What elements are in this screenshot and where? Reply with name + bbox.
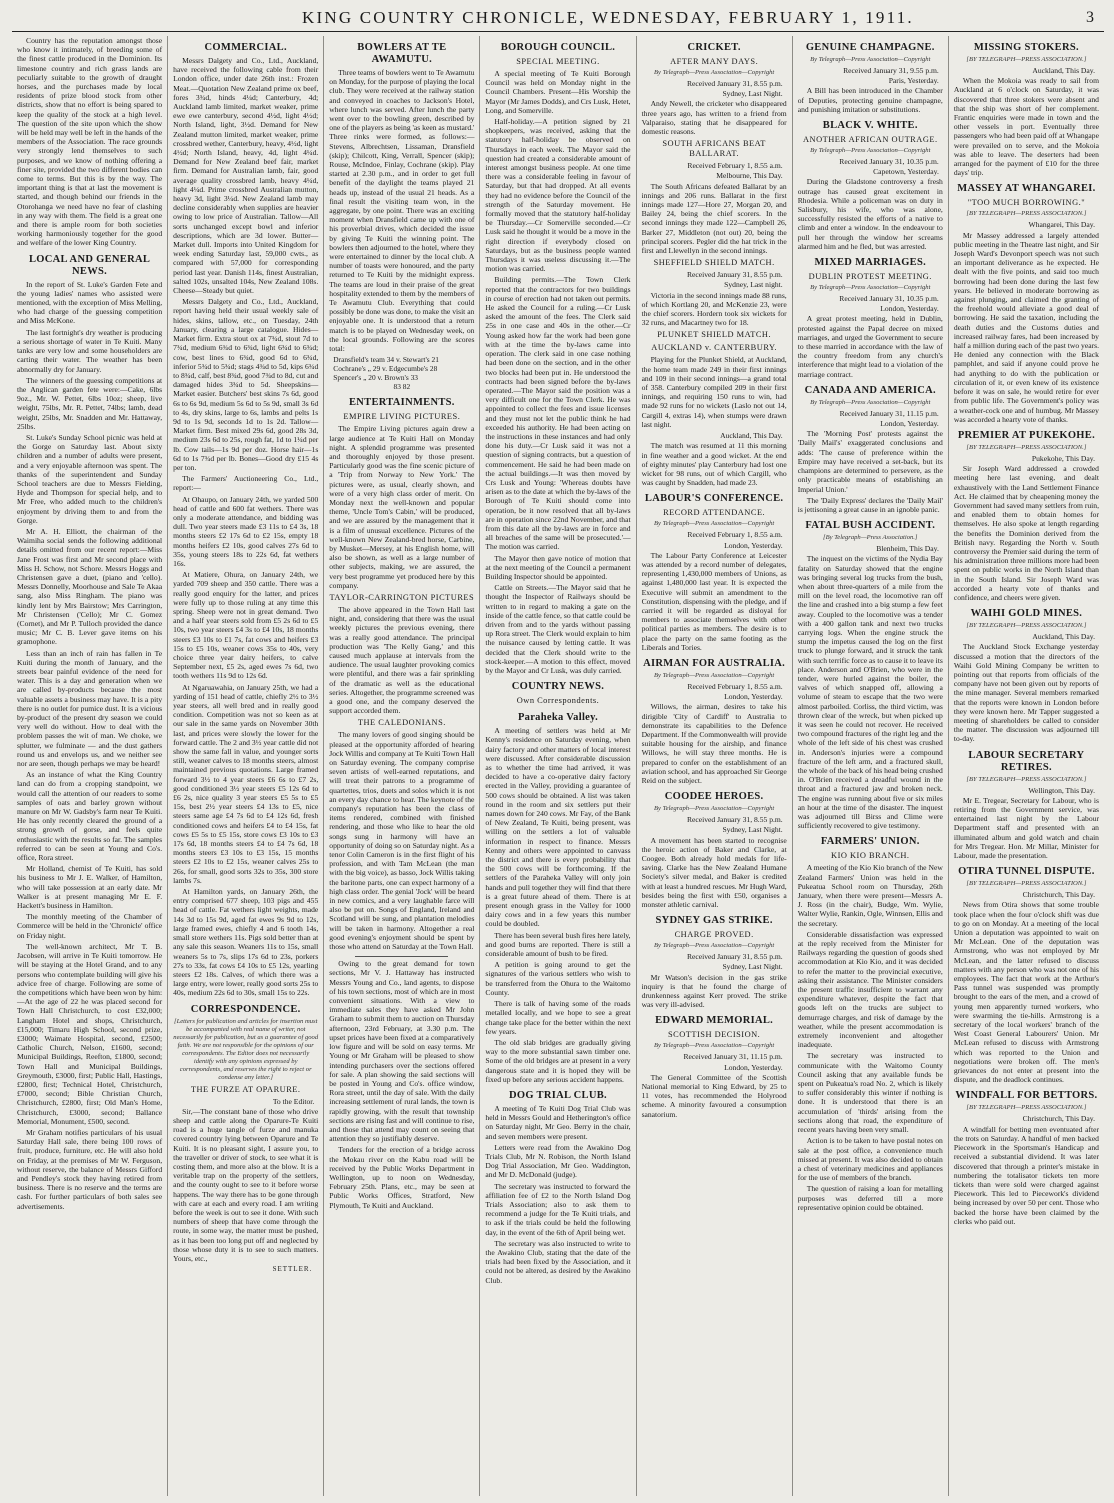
article-paragraph: Half-holiday.—A petition signed by 21 shopkeepers, was received, asking that the statutory half-holiday be observed on Thursdays in each week. The Mayor said the question had created a considerable amount of interest amongst business people. At one time there was a considerable feeling in favour of Saturday, but that had dropped. At all events they had no evidence before the Council of the strength of the Saturday movement. He formally moved that the statutory half-holiday be Thursday.—Cr Somerville seconded.—Cr Lusk said he thought it would be a move in the right direction if everybody closed on Saturdays, but as the business people wanted Thursdays it was useless discussing it.—The motion was carried.: [485, 117, 631, 274]
article-subheading: SCOTTISH DECISION.: [667, 1030, 761, 1040]
article-paragraph: Willows, the airman, desires to take his dirigible 'City of Cardiff' to Australia to demonstrate its capabilities to the Defence Department. If the Commonwealth will provide suitable housing for the airship, and finance Willows, he will stay three months. He is prepared to confer on the establishment of an aviation school, and has approached Sir George Reid on the subject.: [641, 702, 787, 785]
telegraph-byline: By Telegraph—Press Association—Copyright: [653, 942, 775, 950]
dateline: Sydney, Last Night.: [722, 89, 783, 99]
dateline: Received January 31, 8.55 p.m.: [686, 815, 783, 825]
article-paragraph: A meeting of the Kio Kio branch of the New Zealand Farmers' Union was held in the Pukeatua School room on Thursday, 26th January, when there were present—Messrs A. J. Ross (in the chair), Budge, Wm. Wylie, Walter Wylie, Rankin, Ogle, Winnsen, Ellis and the secretary.: [797, 863, 943, 928]
dateline: Received January 31, 11.15 p.m.: [683, 1052, 783, 1062]
article-paragraph: The Auckland Stock Exchange yesterday discussed a motion that the directors of the Waihi Gold Mining Company be written to pointing out that reports from officials of the company have not been given out by reports of the mine manager. Several members remarked that the reports were known in London before they were known here. Mr Tapper suggested a meeting of shareholders be called to consider the matter. The discussion was adjourned till to-day.: [953, 642, 1099, 744]
article-paragraph: There is talk of having some of the roads metalled locally, and we hope to see a great change take place for the better within the next few years.: [485, 999, 631, 1036]
article-headline: DOG TRIAL CLUB.: [509, 1089, 607, 1101]
article-paragraph: In the report of St. Luke's Garden Fete and the young ladies' names who assisted were mentioned, with the exception of Miss Melling, who had charge of the guessing competition and Miss McKone.: [17, 279, 163, 326]
article-headline: COUNTRY NEWS.: [511, 681, 605, 693]
article-headline: LABOUR SECRETARY RETIRES.: [968, 749, 1085, 773]
dateline: Auckland, This Day.: [1032, 66, 1095, 75]
article-paragraph: The Empire Living pictures again drew a large audience at Te Kuiti Hall on Monday night. A splendid programme was presented and thoroughly enjoyed by those present. Particularly good was the fine scenic picture of a 'Trip from Norway to New York.' The pictures were, as usual, clearly shown, and were of a very high class order of merit. On Monday next the well-known and popular theme, 'Uncle Tom's Cabin,' will be produced, and we are assured by the management that it is a film of unusual excellence. Pictures of the well-known New Zealand-bred horse, Carbine, by Musket—Mersey, at his English home, will also be shown, as well as a large number of other subjects, making, we are assured, the very best programme yet produced here by this company.: [329, 424, 475, 590]
telegraph-byline: [BY TELEGRAPH—PRESS ASSOCIATION.]: [966, 880, 1087, 888]
article-headline: WAIHI GOLD MINES.: [970, 608, 1083, 620]
article-headline: PREMIER AT PUKEKOHE.: [957, 429, 1095, 441]
article-subheading: "TOO MUCH BORROWING.": [967, 198, 1086, 208]
dateline: Sydney, Last Night.: [722, 962, 783, 972]
article-paragraph: Letters were read from the Awakino Dog Trials Club, Mr N. Robison, the North Island Dog Trial Association, Mr Geo. Waddington, and Mr D. McDonald (judge).: [485, 1142, 631, 1180]
article-paragraph: The winners of the guessing competitions at the Anglican garden fete were:—Cake, 6lbs 9oz., Mr. W. Pettet, 6lbs 10oz; sheep, live weight, 75lbs, Mr. R. Pettet, 74lbs; lamb, dead weight, 25lbs, Mr. Snadden and Mr. Hattaway, 25lbs.: [17, 375, 163, 431]
dateline: London, Yesterday.: [724, 692, 783, 702]
article-paragraph: Owing to the great demand for town sections, Mr V. J. Hattaway has instructed Messrs Young and Co., land agents, to dispose of his town sections, most of which are in most convenient situations. With a view to immediate sales they have asked Mr John Graham to submit them to auction on Thursday afternoon, 23rd February, at 3.30 p.m. The upset prices have been fixed at a comparatively low figure and will be sold on easy terms. Mr Young or Mr Graham will be pleased to show intending purchasers over the sections offered for sale. A plan showing the said sections will be posted in Young and Co's. office window, Rora street, until the day of sale. With the daily increasing settlement of rural lands, the town is rapidly growing, with the result that township sections are rising fast and will continue to rise, and those that attend may count on seeing that attention they so justifiably deserve.: [329, 959, 475, 1144]
article-headline: LABOUR'S CONFERENCE.: [644, 493, 784, 505]
dateline: Received January 31, 11.15 p.m.: [839, 408, 939, 418]
article-paragraph: A great protest meeting, held in Dublin, protested against the Papal decree on mixed marriages, and urged the Government to secure to these married in accordance with the law of the country freedom from any church's interference that might lead to a violation of the marriage contract.: [797, 314, 943, 379]
dateline: Received January 31, 8.55 p.m.: [686, 952, 783, 962]
article-headline: ENTERTAINMENTS.: [348, 397, 455, 409]
article-paragraph: Sir Joseph Ward addressed a crowded meeting here last evening, and dealt exhaustively with the Land Settlement Finance Act. He claimed that by cheapening money the Government had saved many settlers from ruin, and enabled them to obtain homes for themselves. He also spoke at length regarding the benefits the Dominion derived from the British navy. Regarding the North v. South controversy the Premier said during the term of his administration three millions more had been spent on public works in the North Island than in the South Island. Sir Joseph Ward was accorded a hearty vote of thanks and confidence, and cheers were given.: [953, 464, 1099, 602]
column-2: [167, 36, 323, 1496]
telegraph-byline: By Telegraph—Press Association—Copyright: [653, 671, 775, 679]
article-paragraph: The many lovers of good singing should be pleased at the opportunity afforded of hearing Jock Willis and company at Te Kuiti Town Hall on Saturday evening. The company comprise seven artists of well-earned reputations, and will treat their patrons to a programme of quartettes, trios, duets and solos which it is not an every day chance to hear. The keynote of the company's reputation has been the class of items rendered, combined with finished rendering, and those who like to hear the old songs sung in harmony will have an opportunity of doing so on Saturday night. As a tenor Colin Cameron is in the first flight of his profession, and with Tam McLean (the man with the big voice), as basso, Jock Willis taking the baritone parts, one can expect harmony of a high class order. The genial 'Jock' will be heard in new comics, and a very laughable farce will also be put on. Songs of England, Ireland and Scotland will be sung, and plantation melodies will be taken in harmony. Altogether a real good evening's enjoyment should be spent by those who attend on Saturday at the Town Hall.: [329, 730, 475, 952]
dateline: London, Yesterday.: [880, 419, 939, 429]
masthead-title: KING COUNTRY CHRONICLE, WEDNESDAY, FEBRUARY 1, 1911.: [302, 7, 914, 27]
article-paragraph: Mr Graham notifies particulars of his usual Saturday Hall sale, there being 100 rows of fruit, produce, furniture, etc. He will also hold on Friday, at the premises of Mr W. Ferguson, without reserve, the balance of Messrs Gifford and Pendley's stock they having retired from business. There is no reserve and the terms are cash. For further particulars of both sales see advertisements.: [17, 1127, 163, 1211]
dateline: Christchurch, This Day.: [1022, 890, 1095, 900]
dateline: Sydney, Last Night.: [722, 825, 783, 835]
article-paragraph: The above appeared in the Town Hall last night, and, considering that there was the usual weekly pictures the previous evening, there was a really good attendance. The principal production was 'The Kelly Gang,' and this caused much applause at intervals from the audience. The usual laughter provoking comics were plentiful, and there was a fair sprinkling of the dramatic as well as the educational series. Altogether, the programme screened was a good one, and the company deserved the support accorded them.: [329, 604, 475, 716]
article-paragraph: The South Africans defeated Ballarat by an innings and 206 runs. Ballarat in the first innings made 127—Hore 27, Morgan 20, and Bailey 24, being the chief scorers. In the second innings they made 122—Campbell 26, Barker 27, Middleton (not out) 20, being the principal scorers. Pegler did the hat trick in the first and Llewellyn in the second innings.: [641, 181, 787, 256]
article-subheading: EMPIRE LIVING PICTURES.: [343, 412, 461, 422]
article-paragraph: The inquest on the victims of the Nydia Bay fatality on Saturday showed that the engine was bringing several log trucks from the bush, when about three-quarters of a mile from the mill on the level road, the locomotive ran off the line and crashed into a big stump a few feet away. Coupled to the locomotive was a tender with a 400 gallon tank and next two trucks carrying logs. When the engine struck the stump the impetus caused the log on the first truck to plunge forward, and it struck the tank with such terrific force as to cause it to leave its place. Anderson and O'Brien, who were in the tender, were hurled against the boiler, the valves of which snapped off, allowing a volume of steam to escape that the two were almost parboiled. Corliss, the third victim, was thrown clear of the wreck, but when picked up it was seen he could not recover. He received two compound fractures of the right leg and the whole of the left side of his chest was crushed in. Anderson's injuries were a compound fracture of the left arm, and a fractured skull, the whole of the back of his head being crushed in. O'Brien received a dreadful wound in the throat and a fractured jaw and broken neck. The engine was running about five or six miles an hour at the time of the disaster. The inquest was adjourned till Birss and Clime were sufficiently recovered to give testimony.: [797, 554, 943, 831]
telegraph-byline: By Telegraph—Press Association—Copyright: [653, 69, 775, 76]
article-subheading: THE FURZE AT OPARURE.: [190, 1084, 301, 1094]
masthead: [12, 6, 1104, 32]
article-paragraph: During the Gladstone controversy a fresh outrage has caused great excitement in Rhodesia. While a policeman was on duty in Salisbury, his wife, who was alone, successfully resisted the efforts of a native to climb and enter a window. In the endeavour to pull her through the window her screams alarmed him and he fled, but was arrested.: [797, 177, 943, 251]
article-paragraph: A Bill has been introduced in the Chamber of Deputies, protecting genuine champagne, and punishing imitation or substitutions.: [797, 86, 943, 114]
article-headline: EDWARD MEMORIAL.: [655, 1015, 774, 1027]
article-paragraph: The question of raising a loan for metalling purposes was deferred till a more representative opinion could be obtained.: [797, 1184, 943, 1212]
article-paragraph: Mr Watson's decision in the gas strike inquiry is that he found the charge of drunkenness against Kerr proved. The strike was very ill-advised.: [641, 972, 787, 1010]
dateline: London, Yesterday.: [724, 1062, 783, 1072]
score-totals: 83 82: [393, 382, 411, 392]
telegraph-byline: [BY TELEGRAPH—PRESS ASSOCIATION.]: [966, 775, 1087, 783]
article-paragraph: The Farmers' Auctioneering Co., Ltd., report:—: [173, 474, 319, 493]
article-paragraph: A meeting of Te Kuiti Dog Trial Club was held in Messrs Gould and Hetherington's office on Saturday night, Mr Geo. Berry in the chair, and seven members were present.: [485, 1103, 631, 1141]
article-headline: CANADA AND AMERICA.: [804, 384, 936, 396]
telegraph-byline: [BY TELEGRAPH—PRESS ASSOCIATION.]: [966, 1104, 1087, 1112]
page-number: 3: [1086, 8, 1094, 26]
dateline: Received January 31, 9.55 p.m.: [843, 66, 939, 75]
article-headline: MISSING STOKERS.: [973, 42, 1079, 53]
article-paragraph: As an instance of what the King Country land can do from a cropping standpoint, we would call the attention of our readers to some samples of oats and barley grown without manure on Mr W. Gadsby's farm near Te Kuiti. He has only recently cleared the ground of a strong growth of gorse, and feels quite enthusiastic with the results so far. The samples referred to can be seen at Young and Co's. office, Rora street.: [17, 770, 163, 863]
telegraph-byline: By Telegraph—Press Association—Copyright: [653, 520, 775, 528]
article-paragraph: The General Committee of the Scottish National memorial to King Edward, by 25 to 11 votes, has recommended the Holyrood scheme. A minority favoured a consumption sanatorium.: [641, 1072, 787, 1119]
dateline: Pukekohe, This Day.: [1031, 453, 1095, 463]
article-subheading: CHARGE PROVED.: [674, 930, 754, 940]
telegraph-byline: By Telegraph—Press Association—Copyright: [810, 147, 931, 155]
article-subheading: SPECIAL MEETING.: [516, 57, 600, 66]
article-paragraph: At Ngaruawahia, on January 25th, we had a yarding of 151 head of cattle, chiefly 2½ to 3½ year steers, all well bred and in really good condition. Competition was not so keen as at our sale in the same yards on November 30th last, and prices were slowly the lower for the forward cattle. The 2 and 3½ year cattle did not show the same fall in value, and younger sorts still, weaner calves to 18 months steers, almost maintained previous quotations. Large framed forward 3½ to 4 year steers £6 6s to £7 2s, good conditioned 3½ year steers £5 12s 6d to £6 2s, nice quality 3 year steers £5 5s to £5 15s, best 2½ year steers £4 13s to £5, nice steers same age £4 7s 6d to £4 12s 6d, fresh conditioned cows and heifers £4 to £4 15s, fat cows £5 5s to £5 15s, store cows £3 10s to £3 17s 6d, 18 months steers £4 to £4 7s 6d, 18 months steers £3 10s to £3 15s, 15 months steers £2 10s to £2 15s, weaner calves 25s to 26s, for small, good sorts 32s to 35s, 300 store lambs 7s.: [173, 682, 319, 885]
article-subheading: Own Correspondents.: [516, 696, 600, 706]
article-paragraph: Mr Massey addressed a largely attended public meeting in the Theatre last night, and Sir Joseph Ward's Devonport speech was not such an important deliverance as he expected. He dealt with the five points, and said too much borrowing had been done during the last few years. He believed in moderate borrowing as against plunging, and claimed the granting of the freehold would alleviate a good deal of borrowing. He said the taxation, including the death duties and the Customs duties and increased railway fares, had been increased by half a million during each of the past two years. He denied any connection with the Black pamphlet, and said if anyone could prove he had anything to do with the publication or circulation of it, or even knew of its existence before it was on sale, he would retire for ever from public life. The Government's policy was a weather-cock one and of humbug. Mr Massey was accorded a hearty vote of thanks.: [953, 230, 1099, 424]
article-paragraph: A petition is going around to get the signatures of the various settlers who wish to be transferred from the Ohura to the Waitomo County.: [485, 960, 631, 997]
article-subheading: TAYLOR-CARRINGTON PICTURES: [329, 592, 475, 602]
article-subheading: KIO KIO BRANCH.: [831, 851, 910, 861]
dateline: Received January 31, 10.35 p.m.: [839, 157, 939, 167]
article-paragraph: St. Luke's Sunday School picnic was held at the Gorge on Saturday last. About sixty children and a number of adults were present, and a very enjoyable afternoon was spent. The thanks of the superintendent and Sunday School teachers are due to Messrs Fielding, Hyde and Thompson for special help, and to Mr Free, who added much to the children's enjoyment by driving them to and from the Gorge.: [17, 432, 163, 525]
article-subheading: SOUTH AFRICANS BEAT BALLARAT.: [662, 139, 766, 159]
article-headline: COODEE HEROES.: [664, 791, 764, 803]
article-paragraph: Considerable dissatisfaction was expressed at the reply received from the Minister for Railways regarding the question of goods shed accommodation at Kio Kio, and it was decided to refer the matter to the provincial executive, asking their assistance. The Minister considers the present traffic insufficient to warrant any expenditure whatever, despite the fact that goods left on the trucks are subject to demurrage charges, and risk of damage by the weather, while the present accommodation is extremely inconvenient and altogether inadequate.: [797, 929, 943, 1050]
telegraph-byline: [By Telegraph—Press Association.]: [823, 534, 918, 542]
article-paragraph: Playing for the Plunket Shield, at Auckland, the home team made 249 in their first innings and 109 in their second innings—a grand total of 358. Canterbury compiled 209 in their first innings, and requiring 150 runs to win, had made 92 runs for no wickets (Laslo not out 14, Cargill 4, extras 14), when stumps were drawn last night.: [641, 355, 787, 429]
article-headline: BLACK V. WHITE.: [822, 120, 918, 132]
article-paragraph: Mr A. H. Elliott, the chairman of the Waimiha social sends the following additional details omitted from our recent report:—Miss Jane Frost was first and Mr second place with Miss H. Schow, not Schore. Messrs Hoggs and Christensen gave a duet, (piano and 'cello). Messrs Donnelly, Moorhouse and Sale Te Akaa sang, also Miss Ringham. The piano was kindly lent by Mrs Bairstow; Mrs Carrington, Mr Christensen ('Cello); Mr C. Gomez (Cornet), and Mr P. Tulloch provided the dance music; Mr C. B. Lever gave items on his gramophone.: [17, 526, 163, 647]
column-7: [948, 36, 1104, 1496]
article-paragraph: The Mayor then gave notice of motion that at the next meeting of the Council a permanent Building Inspector should be appointed.: [485, 553, 631, 581]
dateline: Received February 1, 8.55 a.m.: [687, 530, 783, 540]
article-paragraph: The old slab bridges are gradually giving way to the more substantial sawn timber one. Some of the old bridges are at present in a very dangerous state and it is hoped they will be fixed up before any serious accident happens.: [485, 1037, 631, 1084]
article-paragraph: Messrs Dalgety and Co., Ltd., Auckland, report having held their usual weekly sale of hides, skins, tallow, etc., on Tuesday, 24th January, clearing a large catalogue. Hides—Market firm. Extra stout ox at 7¾d, stout 7d to 7¾d, medium 6¾d to 6¾d, light 6¾d to 6¾d; cow, best lines to 6¾d, good 6d to 6¾d, inferior 5¾d to 5¾d; stags 4¾d to 5d, kips 6¾d to 8¾d, calf, best 8¾d, good 7¾d to 8d, cut and damaged hides 3¾d to 5d. Sheepskins—Market easier. Butchers' best skins 7s 6d, good 6s to 6s 9d, medium 5s 6d to 5s 9d, small 3s 6d to 4s, dry skins, large to 6s, lambs and pelts 1s 9d to 1s 9d, seconds 1d to 1s 2d. Tallow—Market firm. Best mixed 29s 6d, good 28s 3d, medium 23s 6d to 25s, rough fat, 1d to 1¼d per lb. Cow tails—1s 9d per doz. Horse hair—1s 6d to 1s 7¾d per lb. Bones—Good dry £15 4s per ton.: [173, 297, 319, 472]
article-headline: MIXED MARRIAGES.: [814, 257, 927, 269]
telegraph-byline: [BY TELEGRAPH—PRESS ASSOCIATION.]: [966, 210, 1087, 218]
telegraph-byline: By Telegraph—Press Association—Copyright: [653, 805, 775, 813]
article-subheading: DUBLIN PROTEST MEETING.: [808, 272, 932, 282]
dateline: Auckland, This Day.: [1032, 632, 1095, 642]
score-row: Cochrane's „ 29 v. Edgecumbe's 28: [333, 364, 438, 374]
bowls-scores: [333, 355, 470, 391]
article-headline: FATAL BUSH ACCIDENT.: [805, 520, 936, 532]
article-paragraph: Cattle on Streets.—The Mayor said that he thought the Inspector of Railways should be written to in regard to making a gate on the inside of the cattle fence, so that cattle could be driven from and to the yards without passing up Rora street. The Clerk would explain to him the nuisance caused by letting cattle. It was decided that the Clerk should write to the stock-keeper.—A motion to this effect, moved by the Mayor and Cr Lusk, was duly carried.: [485, 583, 631, 675]
article-subheading: SHEFFIELD SHIELD MATCH.: [653, 258, 775, 268]
article-paragraph: Andy Newell, the cricketer who disappeared three years ago, has written to a friend from Valparaiso, stating that he disappeared for domestic reasons.: [641, 99, 787, 137]
article-paragraph: Less than an inch of rain has fallen in Te Kuiti during the month of January, and the streets bear painful evidence of the need for water. This is a day and generation when we are called by-products because the most valuable assets a business may have. It is a pity there is no outlet for pumice dust. It is a vicious by-product of the present dry season we could very well do without. How to deal with the problem passes the wit of man. We choke, we splutter, we fulminate — and the dust gathers round us and envelops us, and we neither see nor are seen, though perhaps we may be heard!: [17, 648, 163, 769]
article-paragraph: Country has the reputation amongst those who know it intimately, of breeding some of the finest cattle produced in the Dominion. Its limestone country and rich grass lands are peculiarly suitable to the growth of draught horses, and the purchases made by local residents of prize blood stock from other districts, show that no effort is being spared to keep the quality of the stock at a high level. The question of the site upon which the show will be held may well be left in the hands of the members of the Association. The race grounds very strongly lend themselves to such purposes, and we know of nothing offering a finer site, provided the two different bodies can come to terms. But this is by the way. The important thing is that at last the movement is started, and though behind our friends in the Otorohanga we need have no fear of clashing in any way with them. The field is a great one and there is ample room for both societies working harmoniously together for the good and welfare of the lower King Country.: [17, 36, 163, 248]
column-5: [636, 36, 792, 1496]
telegraph-byline: By Telegraph—Press Association—Copyright: [810, 398, 931, 406]
letter-signature: SETTLER.: [272, 1265, 313, 1274]
column-1: [12, 36, 167, 1496]
article-headline: BOWLERS AT TE AWAMUTU.: [357, 42, 447, 65]
article-paragraph: The 'Daily Express' declares the 'Daily Mail' is jettisoning a great cause in an ignoble panic.: [797, 495, 943, 514]
dateline: Auckland, This Day.: [720, 431, 783, 441]
article-paragraph: The secretary was also instructed to write to the Awakino Club, stating that the date of the trials had been fixed by the Association, and it could not be altered, as desired by the Awakino Club.: [485, 1238, 631, 1285]
article-subheading: AUCKLAND v. CANTERBURY.: [651, 343, 777, 353]
article-paragraph: Messrs Dalgety and Co., Ltd., Auckland, have received the following cable from their London office, under date 26th inst.: Frozen Meat.—Quotation New Zealand prime ox beef, fores 3¾d, hinds 4¼d; Canterbury, 4d; Auckland lamb limited, market weaker, prime ewe ewe canterbury, second 4½d, light 4½d; North Island, light, 3½d. Demand for New Zealand mutton limited, market weaker, prime crossbred wether, Canterbury, heavy, 4½d, light 4½d; North Island, heavy, 4d, light 4¼d. Demand for New Zealand beef fair, market firm. Demand for Australian lamb, fair, good average quality crossbred lamb, heavy 4¼d, light 4¼d. Prime crossbred Australian mutton, heavy 3d, light 3¼d. New Zealand lamb may decline considerably when supplies are heavier owing to low price of Australian. Tallow—All sorts unchanged except bowl and inferior descriptions, which are 3d lower. Butter—Market dull. Imports into United Kingdom for week ending Saturday last, 59,000 cwts., as compared with 57,000 for corresponding period last year. Danish 114s, finest Australian, salted 102s, unsalted 104s, New Zealand 108s. Cheese—Steady but quiet.: [173, 56, 319, 296]
column-4: [479, 36, 635, 1496]
article-paragraph: At Matiere, Ohura, on January 24th, we yarded 709 sheep and 350 cattle. There was a really good enquiry for the latter, and prices were fully up to those ruling at any time this spring. Sheep were not in great demand. Two and a half year steers sold from £5 2s 6d to £5 10s, two year steers £4 3s to £4 10s, 18 months steers £3 10s to £1 7s, fat cows and heifers £3 15s to £5 10s, weaner cows 35s to 40s, very choice three year dairy heifers, to calve September next, £5 2s, aged ewes 7s 6d, two tooth wethers 11s 9d to 12s 6d.: [173, 570, 319, 681]
dateline: Sydney, Last night.: [724, 280, 783, 290]
article-paragraph: The last fortnight's dry weather is producing a serious shortage of water in Te Kuiti. Many tanks are very low and some householders are carting their water. The weather has been abnormally dry for January.: [17, 327, 163, 374]
telegraph-byline: [BY TELEGRAPH—PRESS ASSOCIATION.]: [966, 56, 1087, 63]
article-subheading: RECORD ATTENDANCE.: [663, 508, 766, 518]
telegraph-byline: [BY TELEGRAPH—PRESS ASSOCIATION.]: [966, 622, 1087, 630]
article-headline: LOCAL AND GENERAL NEWS.: [28, 253, 151, 277]
article-paragraph: A windfall for betting men eventuated after the trots on Saturday. A handful of men backed Piecework in the Sportsman's Handicap and received a substantial dividend. It was later discovered that through a printer's mistake in numbering the totalisator tickets ten more tickets than were sold were charged against Piecework. This led to Piecework's dividend being increased by over 50 per cent. Those who backed the horse have been claimed by the clerks who paid out.: [953, 1124, 1099, 1226]
dateline: Capetown, Yesterday.: [873, 167, 939, 177]
score-row: Spencer's „ 20 v. Brown's 33: [333, 373, 418, 383]
article-subheading: AFTER MANY DAYS.: [670, 57, 759, 66]
dateline: Received February 1, 8.55 a.m.: [687, 681, 783, 691]
dateline: London, Yesterday.: [724, 540, 783, 550]
article-paragraph: Building permits.—The Town Clerk reported that the contractors for two buildings in course of erection had not taken out permits. He asked the Council for a ruling.—Cr Lusk asked the amount of the fees. The Clerk said 25s in one case and 40s in the other.—Cr Young asked how far the work had been gone with at the time the by-laws came into operation. The clerk said in one case nothing had been done on the section, and in the other two blocks had been put in. He understood the contracts had been signed before the by-laws operated.—The Mayor said the position was a very difficult one for the Town Clerk. He was appointed to collect the fees and issue licenses and they must not let the public think he had exceeded his authority. He had been acting on the instructions in these instances and had only done his duty.—Cr Lusk said it was not a question of signing contracts, but a question of commencement. He said he had been made on the actual buildings.—It was then moved by Crs Lusk and Young: 'Whereas doubts have arisen as to the date at which the by-laws of the Borough of Te Kuiti should come into operation, be it now resolved that all by-laws are in operation since 22nd November, and that from this date all the by-laws are in force and all breaches of the same will be prosecuted.'—The motion was carried.: [485, 275, 631, 552]
dateline: Paris, Yesterday.: [888, 76, 939, 86]
dateline: Received January 31, 10.35 p.m.: [839, 294, 939, 304]
article-paragraph: The 'Morning Post' protests against the 'Daily Mail's' exaggerated conclusions and adds: 'The cause of preference within the Empire may have received a set-back, but its champions are determined to persevere, as the only practicable means of establishing an Imperial Union.': [797, 429, 943, 494]
article-paragraph: Victoria in the second innings made 88 runs, of which Kortlang 20, and McKenzie 23, were the chief scorers. Hordern took six wickets for 32 runs, and Macartney two for 18.: [641, 290, 787, 328]
dateline: Received January 31, 8.55 p.m.: [686, 270, 783, 280]
article-paragraph: At Hamilton yards, on January 26th, the entry comprised 677 sheep, 103 pigs and 455 head of cattle. Fat wethers light weights, made 14s 3d to 15s 9d, aged fat ewes 9s 9d to 12s, large framed ewes, chiefly 4 and 6 tooth 14s, small store wethers 11s. Pigs sold better than at any sale this season. Weaners 11s to 15s, small weaners 5s to 7s, slips 17s 6d to 23s, porkers 27s to 33s, fat cows £4 10s to £5 12s, yearling steers £2 18s. Calves, of which there was a large entry, were lower, really good sorts 25s to 40s, medium 22s 6d to 30s, small 15s to 22s.: [173, 887, 319, 998]
article-headline: AIRMAN FOR AUSTRALIA.: [643, 657, 786, 669]
article-paragraph: The well-known architect, Mr T. B. Jacobsen, will arrive in Te Kuiti tomorrow. He will be staying at the Hotel Grand, and to any persons who contemplate building will give his advice free of charge. Following are some of the competitions which have been won by him:—At the age of 22 he was placed second for Town Hall Christchurch, to cost £32,000; Langham Hotel and shops, Christchurch, £15,000; Timaru High School, second prize, £3000; Waimate Hospital, second, £2500; Catholic Church, Nelson, £1600, second; Municipal Buildings, Reefton, £1800, second; Town Hall and Municipal Buildings, Greymouth, £3000, first; Public Hall, Hastings, £2800, first; Technical Hotel, Christchurch, £7000, second; Bible Christian Church, Christchurch, £2800, first; Old Man's Home, Christchurch, £3000, second; Ballance Memorial, Monument, £500, second.: [17, 941, 163, 1126]
article-subheading: PLUNKET SHIELD MATCH.: [657, 330, 772, 340]
article-paragraph: There has been several bush fires here lately, and good burns are reported. There is still a considerable amount of bush to be fired.: [485, 930, 631, 959]
article-paragraph: A movement has been started to recognise the heroic action of Baker and Clarke, at Coogee. Both already hold medals for life-saving. Clarke has the New Zealand Humane Society's silver medal, and Baker is credited with at least a hundred rescues. Mr Hugh Ward, besides being the first with £50, organises a monster athletic carnival.: [641, 835, 787, 910]
article-paragraph: A meeting of settlers was held at Mr Kenny's residence on Saturday evening, when dairy factory and other matters of local interest were discussed. After considerable discussion as to whether the time had arrived, it was decided to have a co-operative dairy factory erected in the Valley, providing a guarantee of 500 cows should be obtained. A list was taken round in the room and six settlers put their names down for 240 cows. Mr Fay, of the Bank of New Zealand, Te Kuiti, being present, was willing on the settlers a lot of valuable information in respect to finance. Messrs Kenny and others were appointed to canvass the district and there is every probability that the 500 cows will be forthcoming. If the settlers of the Paraheka Valley will only join hands and pull together they will find that there is a great future ahead of them. There is at present enough grass in the Valley for 1000 dairy cows and in a few years this number could be doubled.: [485, 726, 631, 929]
article-paragraph: Action is to be taken to have postal notes on sale at the post office, a convenience much missed at present. It was also decided to obtain a chest of veterinary medicines and appliances for the use of members of the branch.: [797, 1136, 943, 1183]
dateline: Received February 1, 8.55 a.m.: [687, 161, 783, 171]
telegraph-byline: By Telegraph—Press Association—Copyright: [653, 1042, 775, 1050]
dateline: To the Editor.: [272, 1096, 315, 1106]
article-headline: GENUINE CHAMPAGNE.: [805, 42, 935, 53]
article-paragraph: The secretary was instructed to forward the affiliation fee of £2 to the North Island Dog Trials Association; also to ask them to recommend a judge for the Te Kuiti trials, and to ask if the trials could be held the following day, in the event of the 6th of April being wet.: [485, 1181, 631, 1237]
article-headline: SYDNEY GAS STRIKE.: [655, 915, 773, 927]
dateline: Christchurch, This Day.: [1022, 1114, 1095, 1124]
article-subheading: THE CALEDONIANS.: [357, 718, 446, 728]
article-paragraph: The Labour Party Conference at Leicester was attended by a record number of delegates, representing 1,430,000 members of Unions, as against 1,480,000 last year. It is expected the Executive will submit an amendment to the Constitution, dispensing with the pledge, and if carried it will be regarded as disloyal for members to associate themselves with other political parties as members. The desire is to place the party on the same footing as the Liberals and Tories.: [641, 550, 787, 652]
article-paragraph: Mr E. Tregear, Secretary for Labour, who is retiring from the Government service, was entertained last night by the Labour Department staff and presented with an illuminated album and gold watch and chain for Mrs Tregear. Hon. Mr Millar, Minister for Labour, made the presentation.: [953, 795, 1099, 861]
article-headline: WINDFALL FOR BETTORS.: [955, 1090, 1098, 1102]
dateline: London, Yesterday.: [880, 304, 939, 314]
article-headline: FARMERS' UNION.: [820, 836, 920, 848]
column-rule: [355, 956, 448, 957]
article-paragraph: The secretary was instructed to communicate with the Waitomo County Council asking that any available funds be spent on Pukeatua's road No. 2, which is likely to suffer considerably this winter if nothing is done. It is understood that there is an accumulation of 'thirds' arising from the sections along that road, the expenditure of recent years having been very small.: [797, 1051, 943, 1135]
article-headline: Paraheka Valley.: [517, 712, 599, 724]
article-headline: CRICKET.: [687, 42, 741, 53]
dateline: Whangarei, This Day.: [1028, 220, 1095, 230]
article-headline: BOROUGH COUNCIL.: [500, 42, 616, 53]
columns: [12, 36, 1104, 1496]
article-paragraph: The monthly meeting of the Chamber of Commerce will be held in the 'Chronicle' office on Friday night.: [17, 912, 163, 940]
dateline: Melbourne, This Day.: [716, 171, 783, 181]
telegraph-byline: [Letters for publication and articles for insertion must be accompanied with real name of writer, not necessarily for publication, but as a guarantee of good faith. We are not responsible for the opinions of our correspondents. The Editor does not necessarily identify with any opinions expressed by correspondents, and reserves the right to reject or condense any letter.]: [173, 1017, 319, 1081]
telegraph-byline: By Telegraph—Press Association—Copyright: [810, 56, 931, 63]
score-row: Dransfield's team 34 v. Stewart's 21: [333, 355, 439, 365]
article-paragraph: Three teams of bowlers went to Te Awamutu on Monday, for the purpose of playing the local club. They were received at the railway station and conveyed in coaches to Jackson's Hotel, where lunch was served. After lunch the party went over to the bowling green, described by one of the players as being 'as keen as mustard.' Three rinks were formed, as follows:—Stevens, Albrechtsen, Lissaman, Dransfield (skip); Chilcott, King, Verrall, Spencer (skip); Rouse, McIndoe, Finlay, Cochrane (skip). Play started at 2.30 p.m., and in order to get full benefit of the daylight the teams played 21 heads up, instead of the usual 21 heads. As a final result the visiting team won, in the aggregate, by one point. There was an exciting moment when Dransfield came up with one of his proverbial drives, which decided the issue by giving Te Kuiti the winning point. The bowlers then adjourned to the hotel, where they were entertained to dinner by the local club. A number of toasts were honoured, and the party returned to Te Kuiti by the midnight express. The teams are loud in their praise of the great hospitality extended to them by the members of Te Awamutu Club. Everything that could possibly be done was done, to make the visit an enjoyable one. It is understood that a return match is to be played on Wednesday week, on the local grounds. Following are the scores total:: [329, 68, 475, 354]
telegraph-byline: By Telegraph—Press Association—Copyright: [810, 284, 931, 292]
article-headline: MASSEY AT WHANGAREI.: [957, 183, 1096, 195]
article-headline: CORRESPONDENCE.: [190, 1003, 301, 1015]
article-subheading: ANOTHER AFRICAN OUTRAGE.: [802, 135, 938, 145]
dateline: Wellington, This Day.: [1028, 785, 1095, 795]
article-paragraph: Tenders for the erection of a bridge across the Mokau river on the Kabu road will be received by the Public Works Department in Wellington, up to noon on Wednesday, February 25th. Plans, etc., may be seen at Public Works Offices, Stratford, New Plymouth, Te Kuiti and Auckland.: [329, 1145, 475, 1210]
article-paragraph: At Ohaupo, on January 24th, we yarded 500 head of cattle and 600 fat wethers. There was only a moderate attendance, and bidding was dull. Two year steers made £3 11s to £4 3s, 18 months steers £2 17s 6d to £2 15s, empty 18 months heifers £2 10s, good calves 27s 6d to 35s, young steers 18s to 22s 6d, fat wethers 16s.: [173, 494, 319, 568]
article-paragraph: A special meeting of Te Kuiti Borough Council was held on Monday night in the Council Chambers. Present—His Worship the Mayor (Mr James Dodds), and Crs Lusk, Hetet, Long, and Somerville.: [485, 69, 631, 115]
dateline: Received January 31, 8.55 p.m.: [686, 79, 783, 88]
article-headline: OTIRA TUNNEL DISPUTE.: [958, 866, 1095, 878]
article-paragraph: When the Mokoia was ready to sail from Auckland at 6 o'clock on Saturday, it was discovered that three stokers were absent and that the ship was short of her complement. Frantic enquiries were made in town and the other vessels in port. Eventually three passengers who had been paid off at Whangape were prevailed on to serve, and the Mokoia was able to leave. The deserters had been arranged for the payment of £10 for the three days' trip.: [953, 76, 1099, 178]
article-headline: COMMERCIAL.: [204, 42, 287, 53]
column-6: [792, 36, 948, 1496]
article-paragraph: News from Otira shows that some trouble took place when the four o'clock shift was due to go on on Monday. At a meeting of the local Union a deputation was appointed to wait on Mr McLean. One of the deputation was Armstrong, who was not employed by Mr McLean, and the latter refused to discuss matters with any person who was not one of his employees. The fact that work at the Arthur's Pass tunnel was suspended was promptly brought to the ears of the men, and a crowd of young men apparently turned workers, who were swarming the tie-hills. Armstrong is a secretary of the local workers' branch of the West Coast General Labourers' Union. Mr McLean refused to discuss with Armstrong which was reported to the Union and negotiations were broken off. The men's grievances do not enter at present into the dispute, and the deadlock continues.: [953, 900, 1099, 1085]
column-3: [323, 36, 479, 1496]
telegraph-byline: [BY TELEGRAPH—PRESS ASSOCIATION.]: [966, 443, 1087, 451]
dateline: Blenheim, This Day.: [876, 544, 939, 554]
article-paragraph: Mr Holland, chemist of Te Kuiti, has sold his business to Mr J. E. Walker, of Hamilton, who will take possession at an early date. Mr Walker is at present managing Mr E. F. Hackett's business in Hamilton.: [17, 864, 163, 911]
article-paragraph: The match was resumed at 11 this morning in fine weather and a good wicket. At the end of eighty minutes' play Canterbury had lost one wicket for 98 runs, out of which Cargill, who was caught by Snadden, had made 23.: [641, 441, 787, 488]
article-paragraph: Sir,—The constant bane of those who drive sheep and cattle along the Oparure-Te Kuiti road is a huge tangle of furze and manuka covered country lying between Oparure and Te Kuiti. It is no pleasant sight, I assure you, to the traveller or driver of stock, to see what it is costing them, and more also at the blow. It is a veritable trap on the property of the settlers, and the county ought to see to it before worse happens. The way there has to be gone through with care at each and every road. I am writing before the week is out to see it done. With such numbers of sheep that have come through the route, in some way, the matter must be pushed, as it has been too long put off and neglected by those whose duty it is to see to such matters. Yours, etc.,: [173, 1106, 319, 1263]
